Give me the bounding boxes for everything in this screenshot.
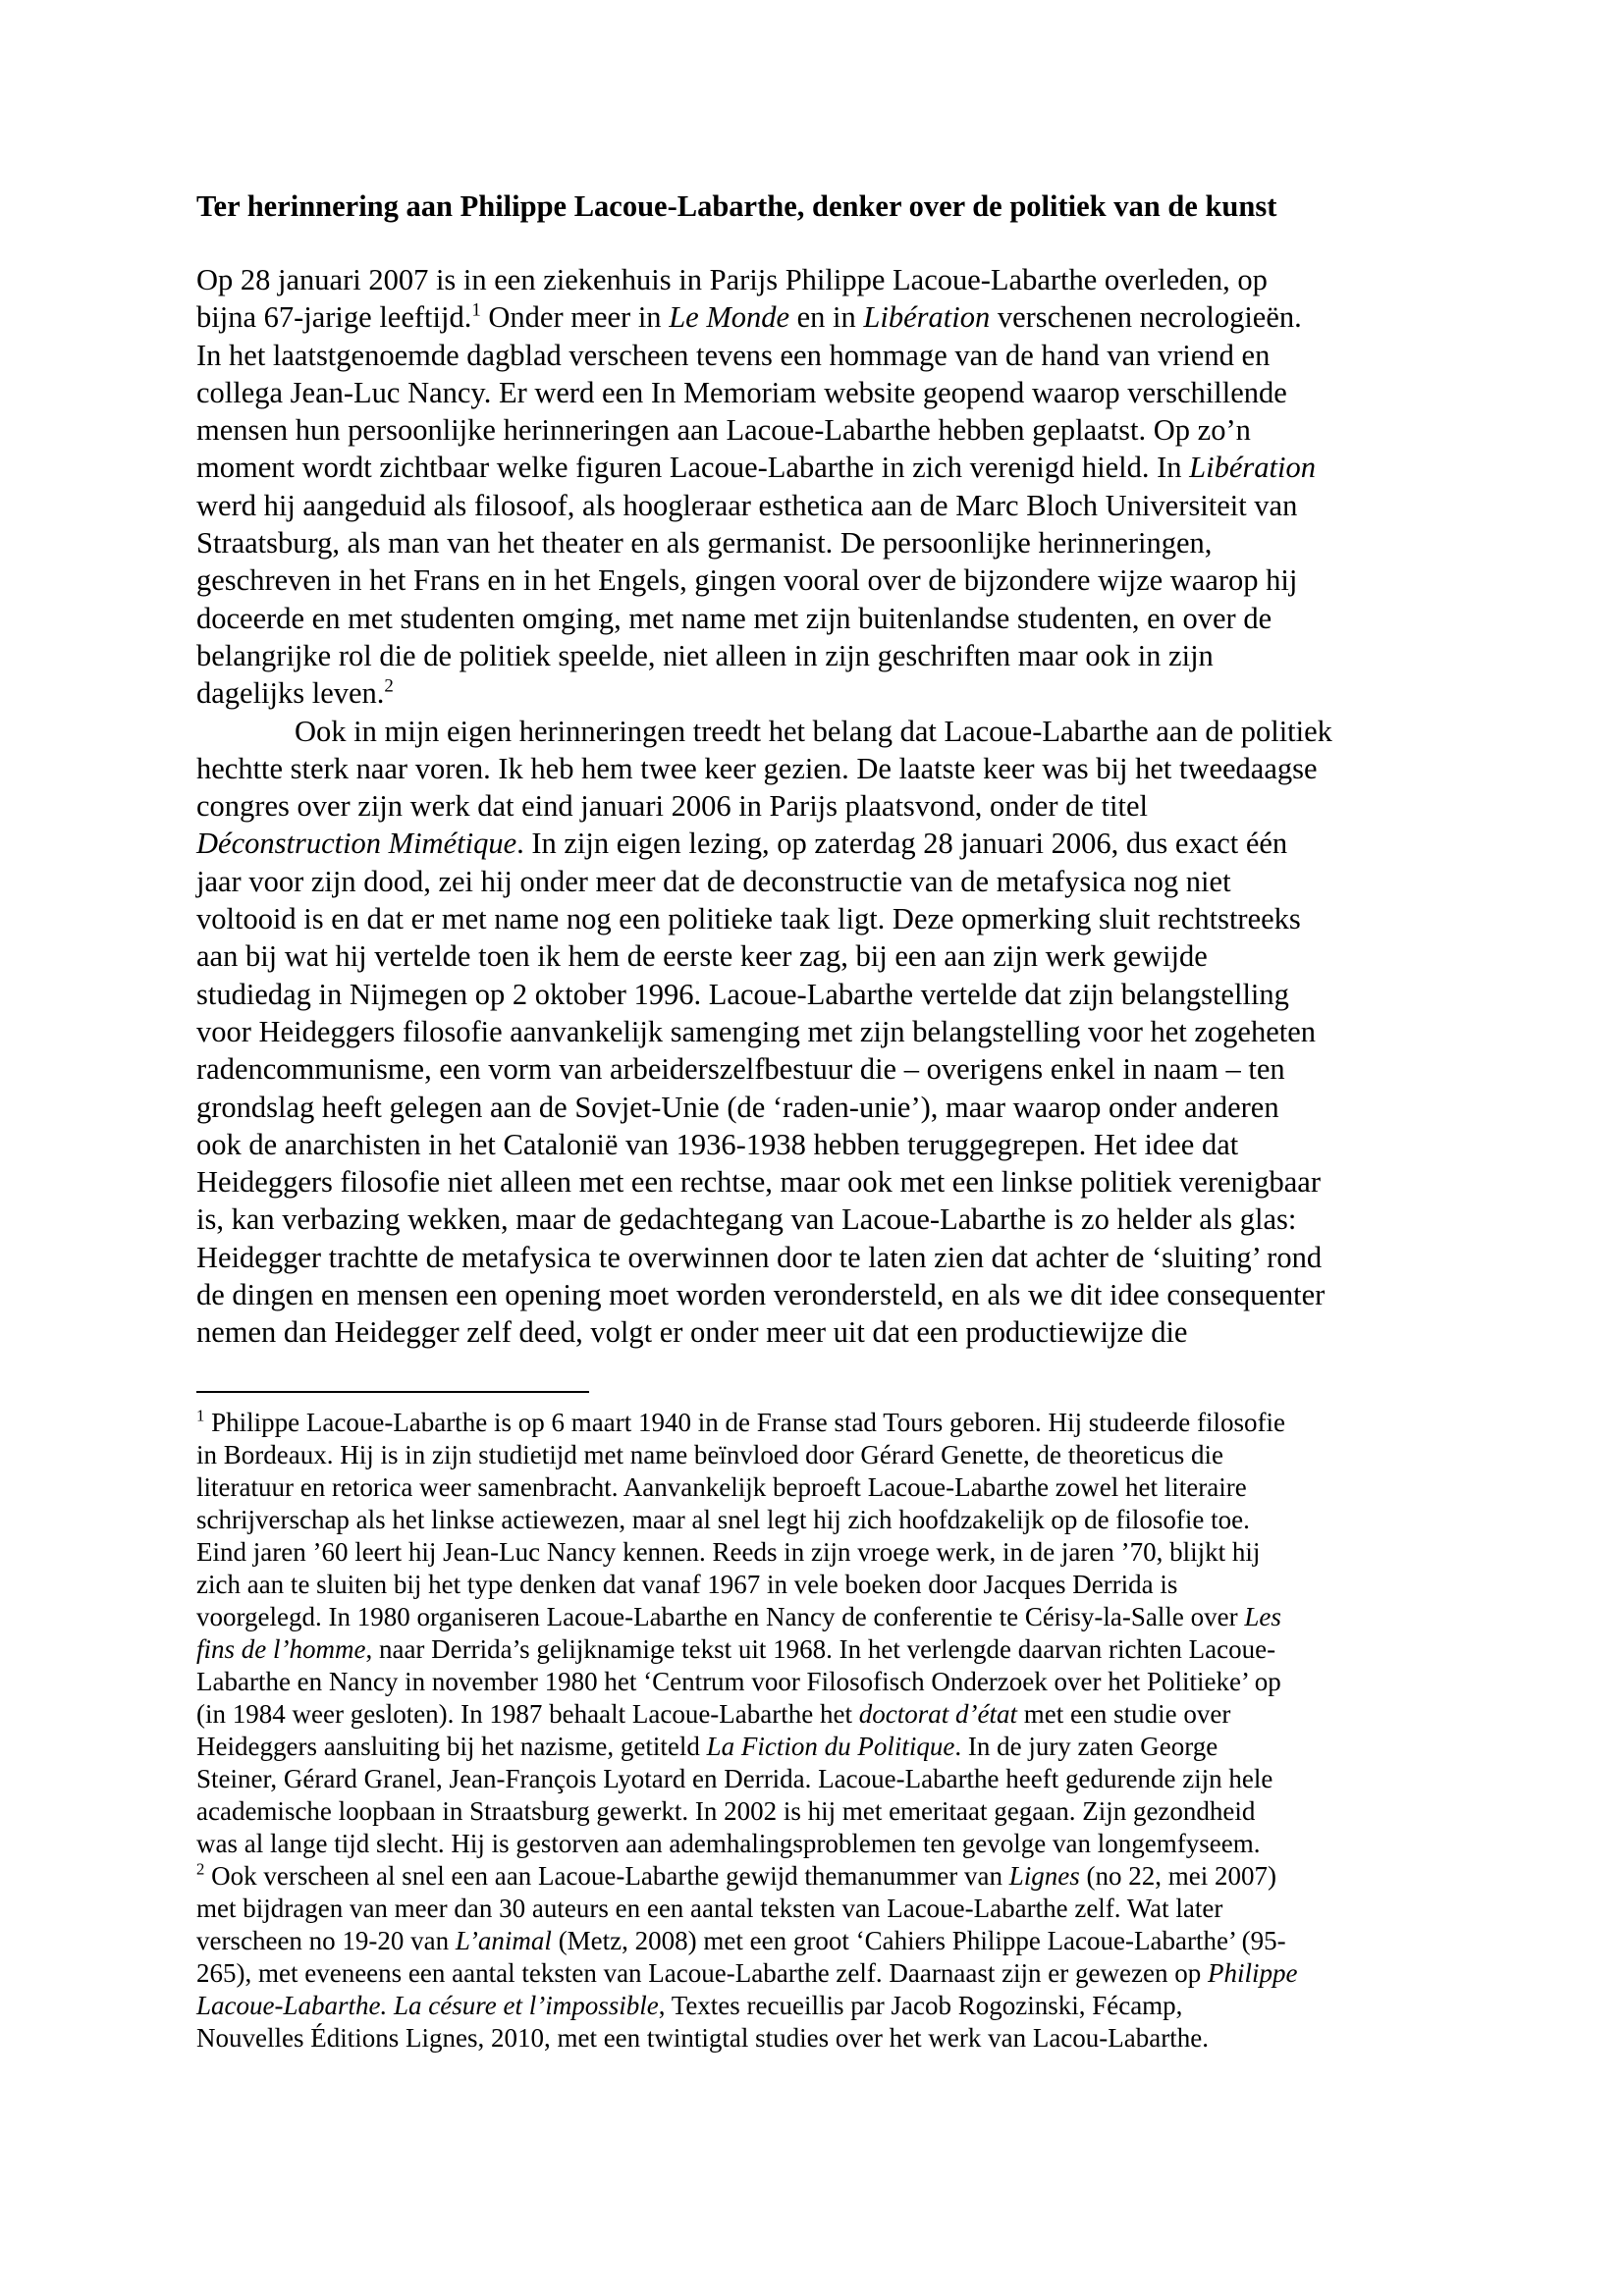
footnote-line: [196, 1795, 1394, 1828]
text-run: literatuur en retorica weer samenbracht. Aanvankelijk beproeft Lacoue-Labarthe zowel het literaire: [196, 1471, 1247, 1502]
text-run: Straatsburg, als man van het theater en als germanist. De persoonlijke herinneringen,: [196, 526, 1213, 561]
body-line: [196, 261, 1394, 298]
italic-text: Déconstruction Mimétique: [196, 827, 517, 861]
text-run: academische loopbaan in Straatsburg gewerkt. In 2002 is hij met emeritaat gegaan. Zijn gezondheid: [196, 1795, 1256, 1826]
italic-text: La Fiction du Politique: [706, 1731, 955, 1761]
body-line: [196, 1313, 1394, 1351]
body-line: [196, 1089, 1394, 1126]
body-line: [196, 674, 1394, 712]
body-line: [196, 976, 1394, 1013]
text-run: Labarthe en Nancy in november 1980 het ‘Centrum voor Filosofisch Onderzoek over het Politieke’ op: [196, 1666, 1281, 1696]
text-run: met een studie over: [1016, 1698, 1231, 1729]
footnote-line: [196, 1569, 1394, 1601]
text-run: , Textes recueillis par Jacob Rogozinski, Fécamp,: [658, 1990, 1183, 2020]
footnote-line: [196, 1763, 1394, 1795]
footnote-line: [196, 1407, 1394, 1439]
footnote-marker: 2: [196, 1859, 205, 1879]
footnote-line: [196, 1698, 1394, 1731]
text-run: in Bordeaux. Hij is in zijn studietijd met name beïnvloed door Gérard Genette, de theoreticus die: [196, 1439, 1223, 1469]
body-line: [196, 1201, 1394, 1238]
body-line: [196, 637, 1394, 674]
text-run: congres over zijn werk dat eind januari 2006 in Parijs plaatsvond, onder de titel: [196, 789, 1148, 824]
body-line: [196, 1276, 1394, 1313]
text-run: voltooid is en dat er met name nog een politieke taak ligt. Deze opmerking sluit rechtstreeks: [196, 902, 1301, 936]
footnote-line: [196, 1990, 1394, 2022]
text-run: mensen hun persoonlijke herinneringen aan Lacoue-Labarthe hebben geplaatst. Op zo’n: [196, 413, 1251, 448]
body-line: [196, 337, 1394, 374]
text-run: dagelijks leven.: [196, 676, 385, 711]
italic-text: Le Monde: [669, 300, 790, 335]
body-line: [196, 937, 1394, 975]
italic-text: Les: [1244, 1601, 1281, 1631]
footnote-separator: [196, 1391, 589, 1393]
text-run: . In zijn eigen lezing, op zaterdag 28 januari 2006, dus exact één: [516, 827, 1288, 861]
footnotes: [196, 1407, 1394, 2055]
text-run: de dingen en mensen een opening moet worden verondersteld, en als we dit idee consequenter: [196, 1278, 1326, 1312]
italic-text: Lacoue-Labarthe. La césure et l’impossible: [196, 1990, 659, 2020]
text-run: bijna 67-jarige leeftijd.: [196, 300, 472, 335]
footnote-marker: 1: [196, 1406, 205, 1425]
text-run: studiedag in Nijmegen op 2 oktober 1996. Lacoue-Labarthe vertelde dat zijn belangstelling: [196, 977, 1289, 1011]
text-run: 265), met eveneens een aantal teksten van Lacoue-Labarthe zelf. Daarnaast zijn er gewezen op: [196, 1957, 1208, 1988]
text-run: aan bij wat hij vertelde toen ik hem de eerste keer zag, bij een aan zijn werk gewijde: [196, 939, 1208, 974]
text-run: Onder meer in: [480, 300, 670, 335]
footnote-line: [196, 1536, 1394, 1569]
italic-text: L’animal: [455, 1925, 552, 1955]
text-run: Eind jaren ’60 leert hij Jean-Luc Nancy kennen. Reeds in zijn vroege werk, in de jaren ’70, blijkt hij: [196, 1536, 1261, 1567]
document-title: Ter herinnering aan Philippe Lacoue-Labarthe, denker over de politiek van de kunst: [196, 189, 1277, 223]
italic-text: Libération: [1189, 451, 1316, 485]
text-run: hechtte sterk naar voren. Ik heb hem twee keer gezien. De laatste keer was bij het tweedaagse: [196, 751, 1318, 785]
text-run: Heideggers filosofie niet alleen met een rechtse, maar ook met een linkse politiek verenigbaar: [196, 1165, 1321, 1200]
text-run: Nouvelles Éditions Lignes, 2010, met een twintigtal studies over het werk van Lacou-Labarthe.: [196, 2022, 1209, 2053]
text-run: (Metz, 2008) met een groot ‘Cahiers Philippe Lacoue-Labarthe’ (95-: [551, 1925, 1286, 1955]
text-run: geschreven in het Frans en in het Engels, gingen vooral over de bijzondere wijze waarop hij: [196, 563, 1298, 598]
footnote-marker: 2: [384, 675, 394, 697]
text-run: was al lange tijd slecht. Hij is gestorven aan ademhalingsproblemen ten gevolge van longemfyseem.: [196, 1828, 1261, 1858]
text-run: In het laatstgenoemde dagblad verscheen tevens een hommage van de hand van vriend en: [196, 338, 1271, 372]
footnote-line: [196, 1601, 1394, 1633]
text-run: , naar Derrida’s gelijknamige tekst uit 1968. In het verlengde daarvan richten Lacoue-: [365, 1633, 1276, 1664]
footnote-line: [196, 2022, 1394, 2055]
footnote-marker: 1: [471, 299, 481, 321]
body-line: [196, 750, 1394, 787]
footnote-line: [196, 1633, 1394, 1666]
text-run: jaar voor zijn dood, zei hij onder meer dat de deconstructie van de metafysica nog niet: [196, 864, 1231, 898]
footnote-line: [196, 1860, 1394, 1893]
text-run: (no 22, mei 2007): [1079, 1860, 1277, 1891]
text-run: voor Heideggers filosofie aanvankelijk samenging met zijn belangstelling voor het zogeheten: [196, 1014, 1317, 1048]
text-run: grondslag heeft gelegen aan de Sovjet-Unie (de ‘raden-unie’), maar waarop onder anderen: [196, 1090, 1279, 1124]
body-line: [196, 713, 1394, 750]
text-run: Steiner, Gérard Granel, Jean-François Lyotard en Derrida. Lacoue-Labarthe heeft gedurende zijn hele: [196, 1763, 1273, 1793]
body-line: [196, 1163, 1394, 1201]
body-line: [196, 487, 1394, 524]
italic-text: doctorat d’état: [858, 1698, 1017, 1729]
body-line: [196, 1239, 1394, 1276]
footnote-line: [196, 1893, 1394, 1925]
body-line: [196, 561, 1394, 599]
footnote-line: [196, 1666, 1394, 1698]
footnote-line: [196, 1504, 1394, 1536]
text-run: Heidegger trachtte de metafysica te overwinnen door te laten zien dat achter de ‘sluiting’ rond: [196, 1240, 1323, 1274]
text-run: . In de jury zaten George: [954, 1731, 1218, 1761]
footnote-line: [196, 1925, 1394, 1957]
body-line: [196, 900, 1394, 937]
text-run: (in 1984 weer gesloten). In 1987 behaalt Lacoue-Labarthe het: [196, 1698, 859, 1729]
body-line: [196, 825, 1394, 862]
document-page: [196, 187, 1394, 2055]
footnote-line: [196, 1731, 1394, 1763]
text-run: Ook in mijn eigen herinneringen treedt het belang dat Lacoue-Labarthe aan de politiek: [295, 714, 1332, 748]
italic-text: Lignes: [1008, 1860, 1080, 1891]
text-run: Op 28 januari 2007 is in een ziekenhuis in Parijs Philippe Lacoue-Labarthe overleden, op: [196, 263, 1268, 296]
footnote-line: [196, 1957, 1394, 1990]
text-run: zich aan te sluiten bij het type denken dat vanaf 1967 in vele boeken door Jacques Derrida is: [196, 1569, 1178, 1599]
body-line: [196, 449, 1394, 486]
body-line: [196, 1050, 1394, 1088]
body-line: [196, 411, 1394, 449]
text-run: verschenen necrologieën.: [990, 300, 1302, 335]
body-line: [196, 1126, 1394, 1163]
text-run: collega Jean-Luc Nancy. Er werd een In Memoriam website geopend waarop verschillende: [196, 375, 1287, 409]
body-line: [196, 600, 1394, 637]
body-line: [196, 787, 1394, 825]
text-run: met bijdragen van meer dan 30 auteurs en een aantal teksten van Lacoue-Labarthe zelf. Wat later: [196, 1893, 1223, 1923]
text-run: voorgelegd. In 1980 organiseren Lacoue-Labarthe en Nancy de conferentie te Cérisy-la-Salle over: [196, 1601, 1245, 1631]
body-line: [196, 1013, 1394, 1050]
text-run: Ook verscheen al snel een aan Lacoue-Labarthe gewijd themanummer van: [204, 1860, 1009, 1891]
text-run: verscheen no 19-20 van: [196, 1925, 456, 1955]
body-line: [196, 863, 1394, 900]
body-line: [196, 524, 1394, 561]
body-line: [196, 298, 1394, 336]
text-run: Heideggers aansluiting bij het nazisme, getiteld: [196, 1731, 707, 1761]
text-run: nemen dan Heidegger zelf deed, volgt er onder meer uit dat een productiewijze die: [196, 1315, 1188, 1350]
text-run: moment wordt zichtbaar welke figuren Lacoue-Labarthe in zich verenigd hield. In: [196, 451, 1190, 485]
text-run: ook de anarchisten in het Catalonië van 1936-1938 hebben teruggegrepen. Het idee dat: [196, 1127, 1239, 1161]
text-run: is, kan verbazing wekken, maar de gedachtegang van Lacoue-Labarthe is zo helder als glas:: [196, 1202, 1297, 1237]
body-text: [196, 261, 1394, 1352]
body-line: [196, 374, 1394, 411]
text-run: doceerde en met studenten omging, met name met zijn buitenlandse studenten, en over de: [196, 601, 1272, 635]
text-run: radencommunisme, een vorm van arbeiderszelfbestuur die – overigens enkel in naam – ten: [196, 1052, 1285, 1087]
text-run: werd hij aangeduid als filosoof, als hoogleraar esthetica aan de Marc Bloch Universiteit van: [196, 488, 1298, 522]
text-run: en in: [789, 300, 864, 335]
text-run: Philippe Lacoue-Labarthe is op 6 maart 1940 in de Franse stad Tours geboren. Hij studeerde filosofie: [204, 1407, 1285, 1437]
footnote-line: [196, 1439, 1394, 1471]
italic-text: Libération: [863, 300, 991, 335]
footnote-line: [196, 1471, 1394, 1504]
text-run: belangrijke rol die de politiek speelde, niet alleen in zijn geschriften maar ook in zijn: [196, 638, 1214, 672]
text-run: schrijverschap als het linkse actiewezen, maar al snel legt hij zich hoofdzakelijk op de filosofie toe.: [196, 1504, 1250, 1534]
italic-text: Philippe: [1207, 1957, 1298, 1988]
footnote-line: [196, 1828, 1394, 1860]
italic-text: fins de l’homme: [196, 1633, 366, 1664]
